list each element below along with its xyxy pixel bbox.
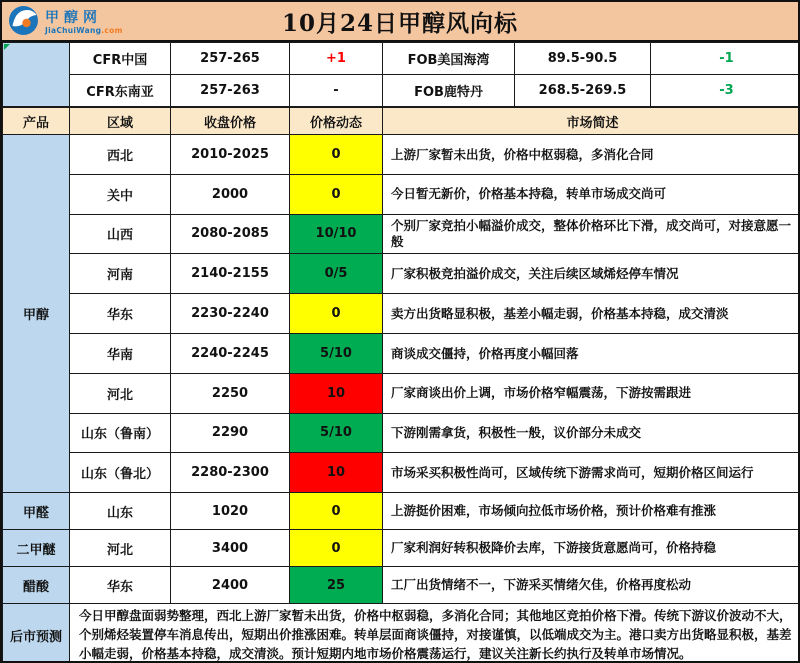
- region-cell: 华南: [70, 333, 171, 373]
- site-name: 甲醇网: [45, 9, 102, 26]
- region-cell: 西北: [70, 135, 171, 175]
- table-row: [3, 453, 800, 493]
- intl-price-change: +1: [290, 43, 383, 75]
- table-row: [3, 333, 800, 373]
- intl-row: [3, 43, 800, 75]
- summary-cell: 个别厂家竞拍小幅溢价成交，整体价格环比下滑，成交尚可，对接意愿一般: [383, 214, 800, 254]
- region-cell: 华东: [70, 567, 171, 604]
- region-cell: 华东: [70, 294, 171, 334]
- excel-flag-icon: [4, 44, 10, 50]
- change-cell: 25: [290, 567, 383, 604]
- site-logo-icon: [8, 5, 39, 40]
- forecast-text: 今日甲醇盘面弱势整理，西北上游厂家暂未出货，价格中枢弱稳，多消化合同；其他地区竞拍价格下滑。传统下游议价波动不大，个别烯烃装置停车消息传出，短期出价推涨困难。转单层面商谈僵持，对接谨慎，以低端成交为主。港口卖方出货略显积极，基差小幅走弱，价格基本持稳，成交清淡。预计短期内地市场价格震荡运行，建议关注新长约执行及转单市场情况。: [70, 604, 800, 663]
- summary-cell: 厂家商谈出价上调，市场价格窄幅震荡，下游按需跟进: [383, 373, 800, 413]
- change-cell: 0: [290, 135, 383, 175]
- col-header-price: 收盘价格: [171, 108, 290, 135]
- table-row: [3, 373, 800, 413]
- intl-price-change: -1: [651, 43, 800, 75]
- price-cell: 2290: [171, 413, 290, 453]
- price-cell: 2000: [171, 174, 290, 214]
- table-row: [3, 174, 800, 214]
- change-cell: 5/10: [290, 333, 383, 373]
- domestic-price-table: [2, 107, 800, 663]
- price-cell: 2230-2240: [171, 294, 290, 334]
- summary-cell: 厂家利润好转积极降价去库，下游接货意愿尚可，价格持稳: [383, 530, 800, 567]
- intl-price-range: 268.5-269.5: [515, 75, 651, 107]
- region-cell: 河北: [70, 373, 171, 413]
- summary-cell: 厂家积极竞拍溢价成交，关注后续区域烯烃停车情况: [383, 254, 800, 294]
- region-cell: 山西: [70, 214, 171, 254]
- price-cell: 2140-2155: [171, 254, 290, 294]
- summary-cell: 下游刚需拿货，积极性一般，议价部分未成交: [383, 413, 800, 453]
- intl-price-range: 89.5-90.5: [515, 43, 651, 75]
- region-cell: 山东: [70, 493, 171, 530]
- site-logo-text: [45, 11, 123, 35]
- summary-cell: 市场采买积极性尚可，区域传统下游需求尚可，短期价格区间运行: [383, 453, 800, 493]
- price-cell: 1020: [171, 493, 290, 530]
- report-title: 10月24日甲醇风向标: [281, 9, 518, 37]
- change-cell: 0: [290, 530, 383, 567]
- site-logo: [8, 5, 123, 40]
- table-row: [3, 530, 800, 567]
- change-cell: 5/10: [290, 413, 383, 453]
- intl-corner-cell: [3, 43, 70, 107]
- table-row: [3, 135, 800, 175]
- change-cell: 0: [290, 294, 383, 334]
- region-cell: 山东（鲁北）: [70, 453, 171, 493]
- change-cell: 10/10: [290, 214, 383, 254]
- price-cell: 2080-2085: [171, 214, 290, 254]
- banner: [2, 2, 798, 42]
- region-cell: 关中: [70, 174, 171, 214]
- intl-market-name: CFR中国: [70, 43, 171, 75]
- region-cell: 河北: [70, 530, 171, 567]
- region-cell: 山东（鲁南）: [70, 413, 171, 453]
- change-cell: 10: [290, 373, 383, 413]
- table-header-row: [3, 108, 800, 135]
- col-header-region: 区域: [70, 108, 171, 135]
- price-cell: 2250: [171, 373, 290, 413]
- table-row: [3, 493, 800, 530]
- table-row: [3, 413, 800, 453]
- price-cell: 2280-2300: [171, 453, 290, 493]
- change-cell: 0: [290, 493, 383, 530]
- intl-price-range: 257-263: [171, 75, 290, 107]
- summary-cell: 上游厂家暂未出货，价格中枢弱稳，多消化合同: [383, 135, 800, 175]
- intl-market-name: FOB鹿特丹: [383, 75, 515, 107]
- col-header-summary: 市场简述: [383, 108, 800, 135]
- intl-price-change: -3: [651, 75, 800, 107]
- table-row: [3, 567, 800, 604]
- change-cell: 0/5: [290, 254, 383, 294]
- intl-price-change: -: [290, 75, 383, 107]
- forecast-label: 后市预测: [3, 604, 70, 663]
- intl-price-range: 257-265: [171, 43, 290, 75]
- international-price-table: [2, 42, 800, 107]
- forecast-row: [3, 604, 800, 663]
- change-cell: 10: [290, 453, 383, 493]
- table-row: [3, 294, 800, 334]
- intl-market-name: FOB美国海湾: [383, 43, 515, 75]
- price-cell: 2400: [171, 567, 290, 604]
- intl-market-name: CFR东南亚: [70, 75, 171, 107]
- price-cell: 2010-2025: [171, 135, 290, 175]
- region-cell: 河南: [70, 254, 171, 294]
- site-domain: JiaChuiWang.com: [45, 25, 123, 35]
- summary-cell: 工厂出货情绪不一，下游采买情绪欠佳，价格再度松动: [383, 567, 800, 604]
- change-cell: 0: [290, 174, 383, 214]
- product-cell: 甲醛: [3, 493, 70, 530]
- summary-cell: 商谈成交僵持，价格再度小幅回落: [383, 333, 800, 373]
- price-cell: 2240-2245: [171, 333, 290, 373]
- price-cell: 3400: [171, 530, 290, 567]
- table-row: [3, 214, 800, 254]
- col-header-product: 产品: [3, 108, 70, 135]
- intl-row: [3, 75, 800, 107]
- summary-cell: 上游挺价困难，市场倾向拉低市场价格，预计价格难有推涨: [383, 493, 800, 530]
- summary-cell: 卖方出货略显积极，基差小幅走弱，价格基本持稳，成交清淡: [383, 294, 800, 334]
- product-cell: 甲醇: [3, 135, 70, 493]
- summary-cell: 今日暂无新价，价格基本持稳，转单市场成交尚可: [383, 174, 800, 214]
- product-cell: 醋酸: [3, 567, 70, 604]
- table-row: [3, 254, 800, 294]
- product-cell: 二甲醚: [3, 530, 70, 567]
- col-header-change: 价格动态: [290, 108, 383, 135]
